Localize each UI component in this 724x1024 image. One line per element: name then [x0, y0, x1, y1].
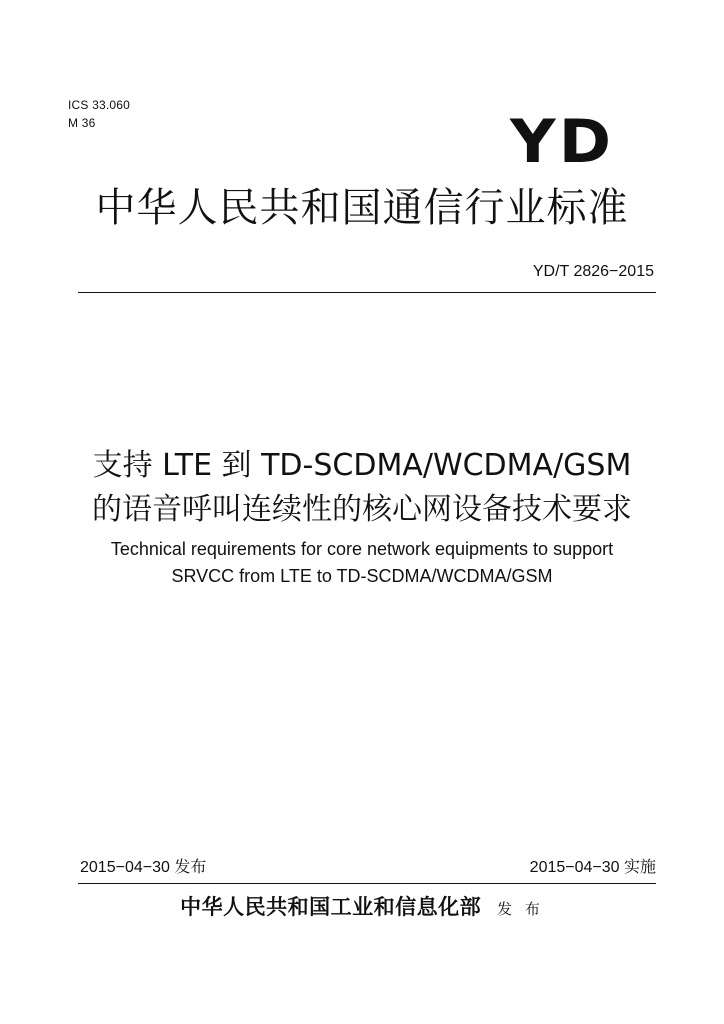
issuer-name: 中华人民共和国工业和信息化部	[180, 894, 482, 919]
issuer-action: 发 布	[497, 900, 544, 918]
implementation-date: 2015−04−30 实施	[529, 859, 656, 876]
issue-date: 2015−04−30 发布	[80, 859, 207, 876]
english-title-line-2: SRVCC from LTE to TD-SCDMA/WCDMA/GSM	[171, 566, 553, 586]
issuer-row	[0, 892, 724, 924]
standard-number: YD/T 2826−2015	[532, 263, 654, 280]
classification-code: M 36	[68, 116, 96, 130]
english-title-line-1: Technical requirements for core network equipments to support	[110, 539, 614, 559]
yd-logo: YD	[509, 107, 614, 177]
chinese-title-line-2: 的语音呼叫连续性的核心网设备技术要求	[92, 492, 632, 527]
ics-classification-block	[68, 96, 130, 132]
chinese-title-line-1: 支持 LTE 到 TD-SCDMA/WCDMA/GSM	[92, 448, 632, 483]
top-divider	[78, 292, 656, 293]
bottom-divider	[78, 883, 656, 884]
chinese-title	[0, 444, 724, 532]
ics-code: ICS 33.060	[68, 98, 131, 112]
standard-category-title: 中华人民共和国通信行业标准	[95, 185, 629, 231]
english-title	[0, 536, 724, 590]
